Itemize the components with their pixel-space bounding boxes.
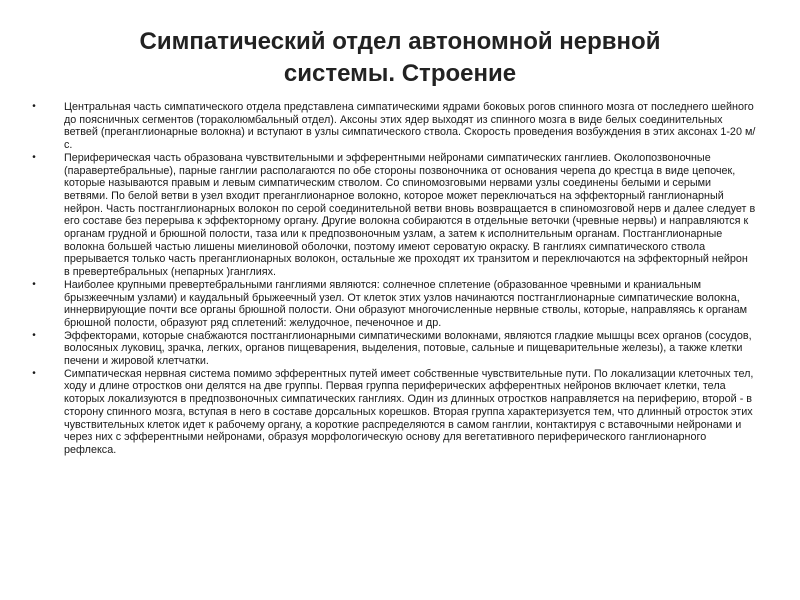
bullet-item-prevertebral-ganglia	[28, 279, 756, 330]
bullet-icon: •	[32, 101, 36, 112]
bullet-icon: •	[32, 151, 36, 163]
bullet-text: Наиболее крупными превертебральными ганглиями являются: солнечное сплетение (образованное чревными и краниальным брызжеечным узлами) и каудальный брыжеечный узел. От клеток этих узлов начинаются постганглионарные симпатические волокна, иннервирующие почти все органы брюшной полости. Они образуют многочисленные нервные стволы, которые, направляясь к органам брюшной полости, образуют ряд сплетений: желудочное, печеночное и др.	[64, 278, 748, 329]
bullet-item-central-part	[28, 101, 756, 152]
bullet-text: Центральная часть симпатического отдела представлена симпатическими ядрами боковых рогов спинного мозга от последнего шейного до поясничных сегментов (тораколюмбальный отдел). Аксоны этих ядер выходят из спинного мозга в виде белых соединительных ветвей (преганглионарные волокна) и вступают в узлы симпатического ствола. Скорость проведения возбуждения в этих аксонах 1-20 м/с.	[64, 101, 756, 152]
bullet-item-effectors	[28, 330, 756, 368]
bullet-item-peripheral-part	[28, 152, 756, 279]
slide-title	[60, 26, 740, 90]
slide-title-line-2: системы. Строение	[283, 60, 517, 87]
bullet-text: Эффекторами, которые снабжаются постганглионарными симпатическими волокнами, являются гладкие мышцы всех органов (сосудов, волосяных луковиц, зрачка, легких, органов пищеварения, выделения, потовые, сальные и пищеварительные железы), а также клетки печени и жировой клетчатки.	[64, 329, 752, 368]
bullet-icon: •	[32, 278, 36, 290]
bullet-text: Периферическая часть образована чувствительными и эфферентными нейронами симпатических ганглиев. Околопозвоночные (паравертебральные), парные ганглии располагаются по обе стороны позвоночника от основания черепа до крестца в виде цепочек, которые называются правым и левым симпатическим стволом. Со спиномозговыми нервами узлы соединены белыми и серыми ветвями. По белой ветви в узел входит преганглионарное волокно, которое может переключаться на эффекторный ганглионарный нейрон. Часть постганглионарных волокон по серой соединительной ветви вновь возвращается в спиномозговой нерв и далее следует в его составе без перерыва к эффекторному органу. Другие волокна собираются в отдельные веточки (чревные нервы) и направляются к органам грудной и брюшной полости, таза или к предпозвоночным узлам, а затем к исполнительным органам. Постганглионарные волокна большей частью лишены миелиновой оболочки, поэтому имеют сероватую окраску. В ганглиях симпатического ствола прерывается только часть преганглионарных волокон, остальные же проходят их транзитом и переключаются на эффекторный нейрон в превертебральных (непарных )ганглиях.	[64, 151, 756, 279]
bullet-icon: •	[32, 329, 36, 341]
bullet-list	[28, 101, 756, 457]
bullet-text: Симпатическая нервная система помимо эфферентных путей имеет собственные чувствительные пути. По локализации клеточных тел, ходу и длине отростков они делятся на две группы. Первая группа периферических афферентных нейронов включает клетки, тела которых локализуются в предпозвоночных симпатических ганглиях. Один из длинных отростков направляется на периферию, второй - в сторону спинного мозга, вступая в него в составе дорсальных корешков. Вторая группа характеризуется тем, что длинный отросток этих чувствительных клеток идет к рабочему органу, а короткие распределяются в самом ганглии, контактируя с вставочными нейронами и через них с эфферентными нейронами, образуя морфологическую основу для вегетативного периферического ганглионарного рефлекса.	[64, 367, 754, 456]
bullet-icon: •	[32, 367, 36, 379]
bullet-item-sensory-pathways	[28, 368, 756, 457]
slide-title-line-1: Симпатический отдел автономной нервной	[139, 28, 661, 55]
